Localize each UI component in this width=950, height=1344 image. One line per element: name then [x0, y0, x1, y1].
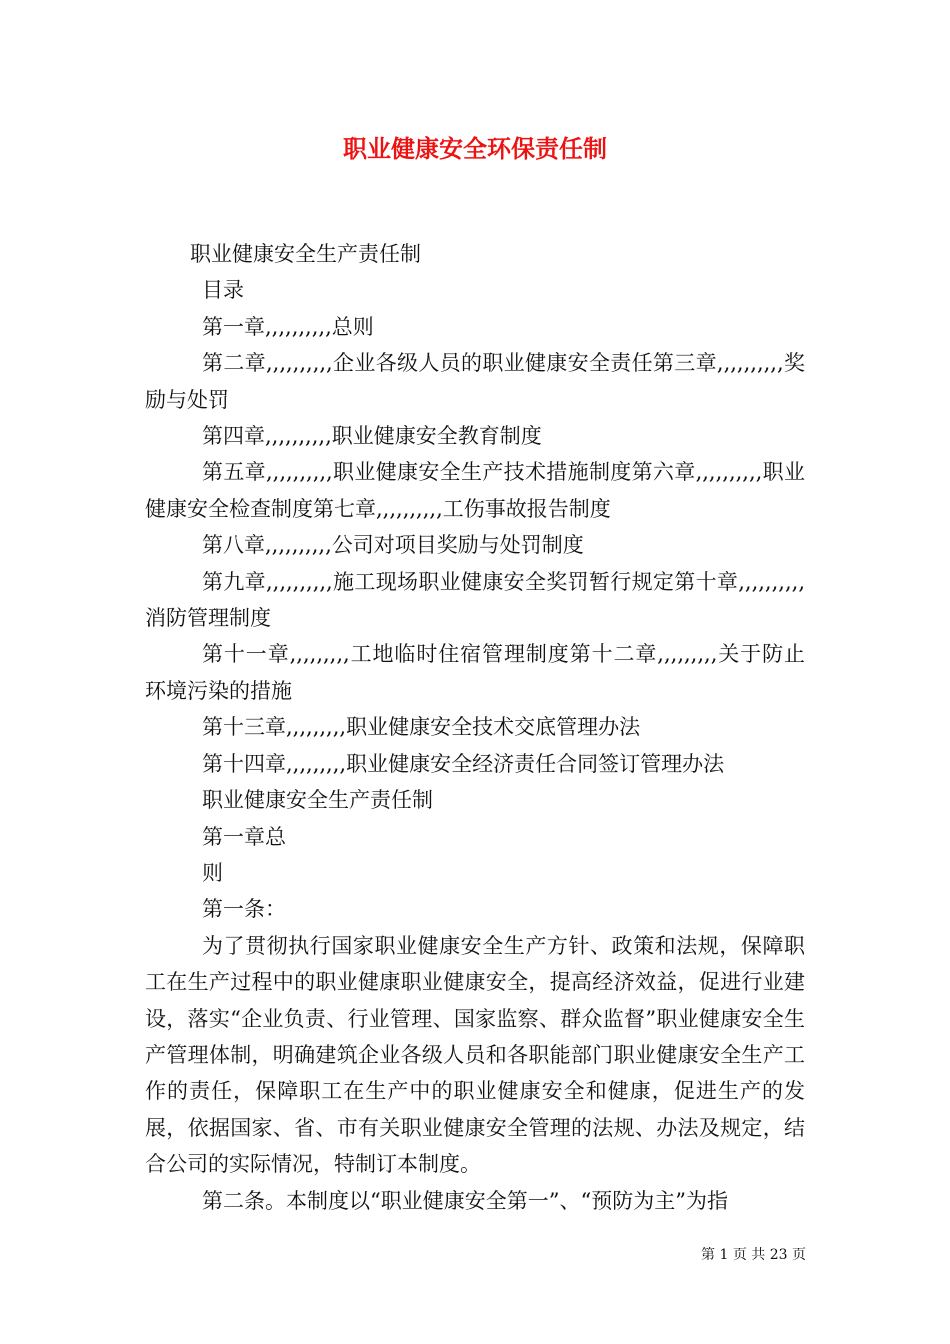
toc-entry: 第四章,,,,,,,,,,职业健康安全教育制度 [202, 424, 542, 449]
article-heading: 第一条： [202, 897, 286, 922]
paragraph: 职业健康安全生产责任制 [190, 242, 421, 266]
toc-entry: 第一章,,,,,,,,,,总则 [202, 314, 374, 339]
toc-entry: 第十三章,,,,,,,,,职业健康安全技术交底管理办法 [202, 715, 641, 740]
chapter-heading-continued: 则 [202, 860, 223, 885]
page-number-footer: 第 1 页 共 23 页 [701, 1247, 806, 1263]
toc-entry: 第二章,,,,,,,,,,企业各级人员的职业健康安全责任第三章,,,,,,,,,,奖励与处罚 [145, 351, 805, 412]
toc-entry: 第十一章,,,,,,,,,工地临时住宿管理制度第十二章,,,,,,,,,关于防止环境污染的措施 [145, 642, 805, 703]
toc-entry: 第九章,,,,,,,,,,施工现场职业健康安全奖罚暂行规定第十章,,,,,,,,,,消防管理制度 [145, 569, 805, 631]
chapter-heading: 第一章总 [202, 824, 286, 849]
paragraph: 第二条。本制度以“职业健康安全第一”、“预防为主”为指 [202, 1188, 728, 1213]
toc-entry: 第十四章,,,,,,,,,职业健康安全经济责任合同签订管理办法 [202, 751, 725, 776]
document-title: 职业健康安全环保责任制 [343, 134, 607, 163]
section-heading: 职业健康安全生产责任制 [202, 788, 433, 813]
document-body [145, 236, 805, 1219]
paragraph: 目录 [202, 278, 244, 303]
toc-entry: 第八章,,,,,,,,,,公司对项目奖励与处罚制度 [202, 533, 584, 558]
toc-entry: 第五章,,,,,,,,,,职业健康安全生产技术措施制度第六章,,,,,,,,,,职业健康安全检查制度第七章,,,,,,,,,,工伤事故报告制度 [145, 460, 805, 521]
paragraph: 为了贯彻执行国家职业健康安全生产方针、政策和法规，保障职工在生产过程中的职业健康职业健康安全，提高经济效益，促进行业建设，落实“企业负责、行业管理、国家监察、群众监督”职业健康安全生产管理体制，明确建筑企业各级人员和各职能部门职业健康安全生产工作的责任，保障职工在生产中的职业健康安全和健康，促进生产的发展，依据国家、省、市有关职业健康安全管理的法规、办法及规定，结合公司的实际情况，特制订本制度。 [145, 933, 805, 1177]
